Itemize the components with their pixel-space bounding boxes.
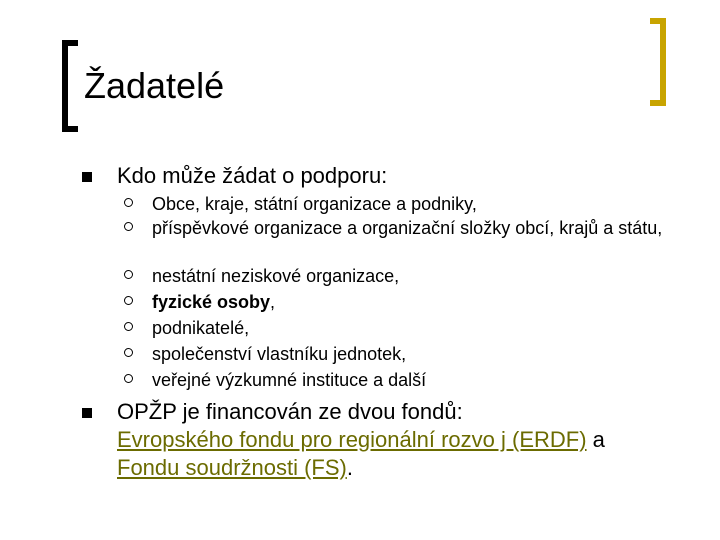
ring-bullet-icon	[124, 270, 133, 279]
ring-bullet-icon	[124, 348, 133, 357]
ring-bullet-icon	[124, 374, 133, 383]
ring-bullet-icon	[124, 198, 133, 207]
subitem-3: nestátní neziskové organizace,	[152, 266, 400, 286]
funds-end: .	[346, 455, 353, 480]
funds-conjunction: a	[586, 427, 605, 452]
bullet-funding: OPŽP je financován ze dvou fondů:	[117, 399, 463, 424]
subitem-2: příspěvkové organizace a organizační složky obcí, krajů a státu,	[152, 218, 663, 238]
title-bracket-right	[650, 18, 666, 106]
slide-title: Žadatelé	[84, 65, 225, 106]
subitem-6: společenství vlastníku jednotek,	[152, 344, 407, 364]
link-erdf[interactable]: Evropského fondu pro regionální rozvo j (ERDF)	[117, 427, 587, 452]
subitem-1: Obce, kraje, státní organizace a podniky,	[152, 194, 477, 214]
title-bracket-left	[62, 40, 78, 132]
square-bullet-icon	[82, 172, 92, 182]
ring-bullet-icon	[124, 296, 133, 305]
subitem-4	[152, 290, 692, 314]
bullet-applicants: Kdo může žádat o podporu:	[117, 163, 388, 188]
subitem-4-bold: fyzické osoby	[152, 292, 271, 312]
link-cohesion-fund[interactable]: Fondu soudržnosti (FS)	[117, 455, 347, 480]
subitem-5: podnikatelé,	[152, 318, 250, 338]
ring-bullet-icon	[124, 322, 133, 331]
square-bullet-icon	[82, 408, 92, 418]
subitem-7: veřejné výzkumné instituce a další	[152, 370, 427, 390]
funds-line	[117, 426, 677, 482]
subitem-4-comma: ,	[270, 292, 276, 312]
ring-bullet-icon	[124, 222, 133, 231]
